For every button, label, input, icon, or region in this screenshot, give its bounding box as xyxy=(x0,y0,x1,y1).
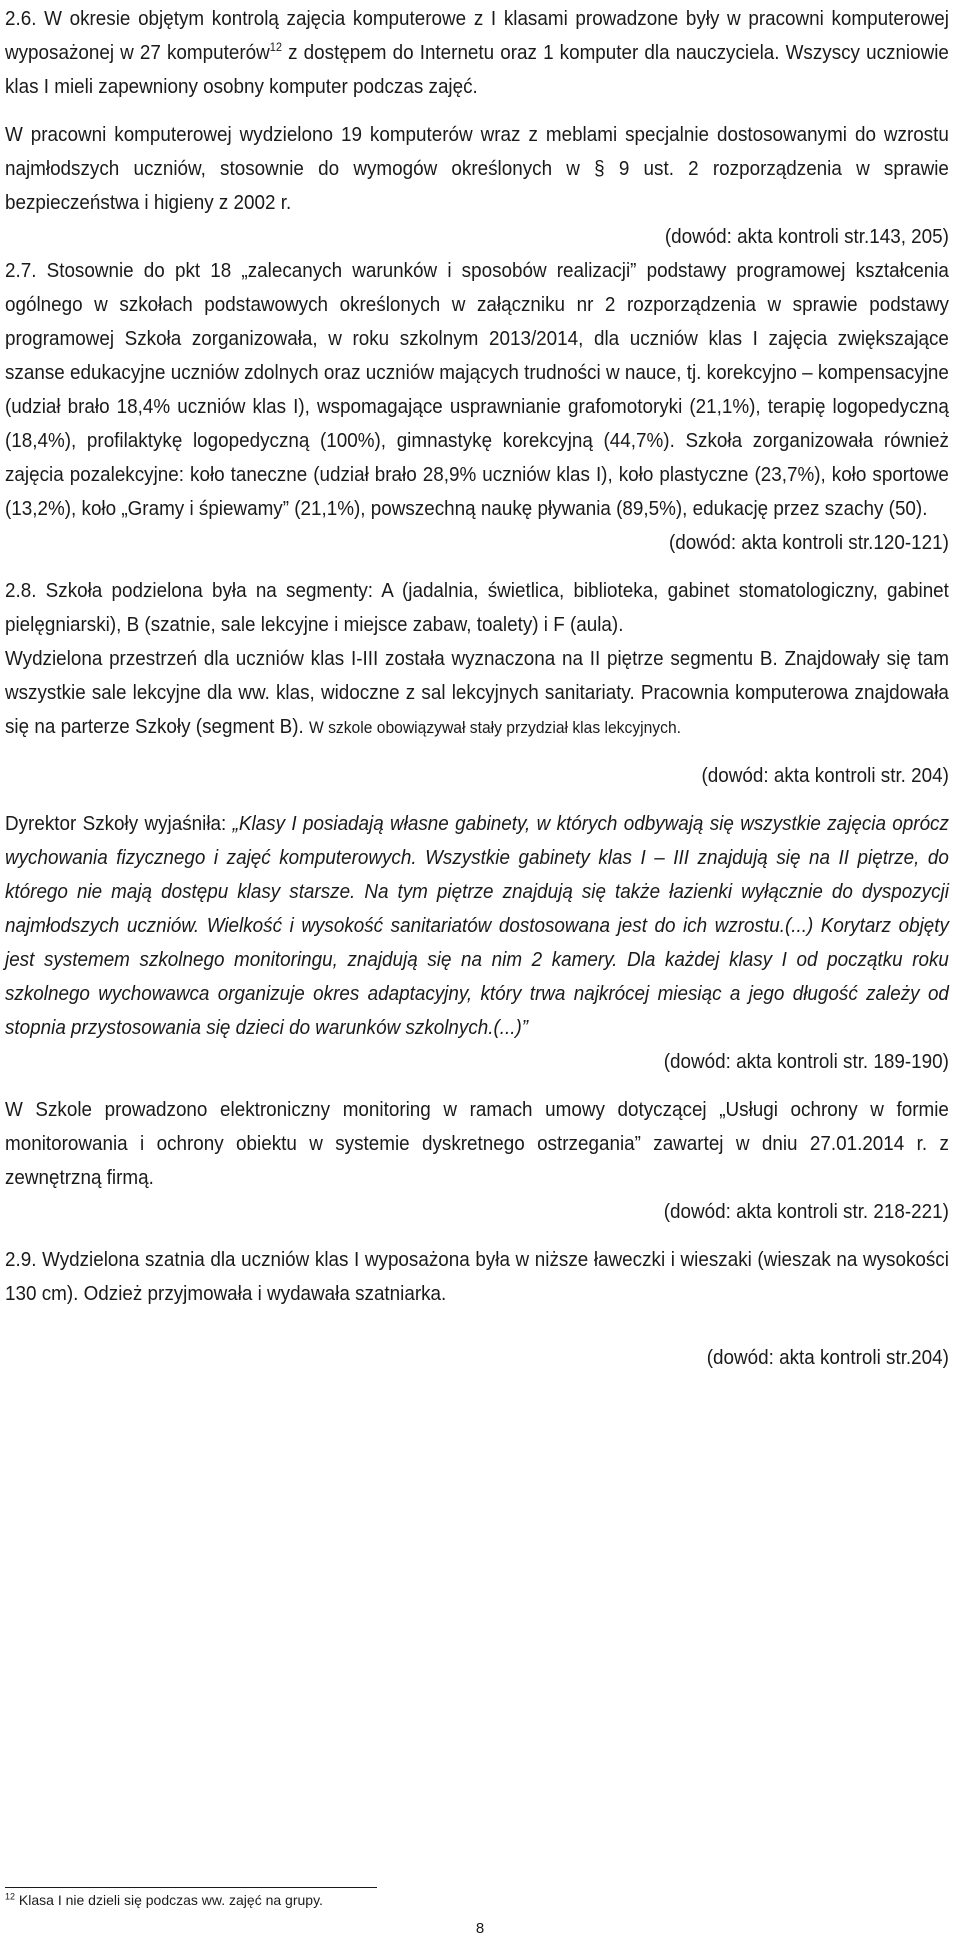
page-number: 8 xyxy=(475,1920,485,1937)
sec-2-9-paragraph: 2.9. Wydzielona szatnia dla uczniów klas I wyposażona była w niższe ławeczki i wieszaki (wieszak na wysokości 130 cm). Odzież przyjmowała i wydawała szatniarka. xyxy=(5,1248,949,1305)
director-explanation: Dyrektor Szkoły wyjaśniła: „Klasy I posiadają własne gabinety, w których odbywają się wszystkie zajęcia oprócz wychowania fizycznego i zajęć komputerowych. Wszystkie gabinety klas I – III znajdują się na II piętrze, do którego nie mają dostępu klasy starsze. Na tym piętrze znajdują się także łazienki wyłącznie do dyspozycji najmłodszych uczniów. Wielkość i wysokość sanitariatów dostosowana jest do ich wzrostu.(...) Korytarz objęty jest systemem szkolnego monitoringu, znajdują się na nim 2 kamery. Dla każdej klasy I od początku roku szkolnego wychowawca organizuje okres adaptacyjny, który trwa najkrócej miesiąc a jego długość zależy od stopnia przystosowania się dzieci do warunków szkolnych.(...)” xyxy=(5,812,949,1039)
sec-2-8-paragraph-2: Wydzielona przestrzeń dla uczniów klas I-III została wyznaczona na II piętrze segmentu B. Znajdowały się tam wszystkie sale lekcyjne dla ww. klas, widoczne z sal lekcyjnych sanitariaty. Pracownia komputerowa znajdowała się na parterze Szkoły (segment B). W szkole obowiązywał stały przydział klas lekcyjnych. xyxy=(5,647,949,738)
evidence-citation: (dowód: akta kontroli str.204) xyxy=(706,1346,949,1369)
evidence-citation: (dowód: akta kontroli str. 204) xyxy=(701,764,949,787)
evidence-citation: (dowód: akta kontroli str.120-121) xyxy=(669,531,949,554)
evidence-citation: (dowód: akta kontroli str.143, 205) xyxy=(664,225,949,248)
footnote: $^{12}$ Klasa I nie dzieli się podczas ww. zajęć na grupy. xyxy=(5,1891,323,1908)
sec-2-6-paragraph-2: W pracowni komputerowej wydzielono 19 komputerów wraz z meblami specjalnie dostosowanymi do wzrostu najmłodszych uczniów, stosownie do wymogów określonych w § 9 ust. 2 rozporządzenia w sprawie bezpieczeństwa i higieny z 2002 r. xyxy=(5,123,949,214)
evidence-citation: (dowód: akta kontroli str. 218-221) xyxy=(663,1200,949,1223)
sec-2-6-paragraph-1: 2.6. W okresie objętym kontrolą zajęcia komputerowe z I klasami prowadzone były w pracowni komputerowej wyposażonej w 27 komputerów$^{12}$ z dostępem do Internetu oraz 1 komputer dla nauczyciela. Wszyscy uczniowie klas I mieli zapewniony osobny komputer podczas zajęć. xyxy=(5,7,949,98)
sec-2-7-paragraph: 2.7. Stosownie do pkt 18 „zalecanych warunków i sposobów realizacji” podstawy programowej kształcenia ogólnego w szkołach podstawowych określonych w załączniku nr 2 rozporządzenia w sprawie podstawy programowej Szkoła zorganizowała, w roku szkolnym 2013/2014, dla uczniów klas I zajęcia zwiększające szanse edukacyjne uczniów zdolnych oraz uczniów mających trudności w nauce, tj. korekcyjno – kompensacyjne (udział brało 18,4% uczniów klas I), wspomagające usprawnianie grafomotoryki (21,1%), terapię logopedyczną (18,4%), profilaktykę logopedyczną (100%), gimnastykę korekcyjną (44,7%). Szkoła zorganizowała również zajęcia pozalekcyjne: koło taneczne (udział brało 28,9% uczniów klas I), koło plastyczne (23,7%), koło sportowe (13,2%), koło „Gramy i śpiewamy” (21,1%), powszechną naukę pływania (89,5%), edukację przez szachy (50). xyxy=(5,259,949,520)
footnote-divider xyxy=(5,1887,377,1888)
monitoring-paragraph: W Szkole prowadzono elektroniczny monitoring w ramach umowy dotyczącej „Usługi ochrony w formie monitorowania i ochrony obiektu w systemie dyskretnego ostrzegania” zawartej w dniu 27.01.2014 r. z zewnętrzną firmą. xyxy=(5,1098,949,1189)
evidence-citation: (dowód: akta kontroli str. 189-190) xyxy=(663,1050,949,1073)
sec-2-8-paragraph-1: 2.8. Szkoła podzielona była na segmenty: A (jadalnia, świetlica, biblioteka, gabinet stomatologiczny, gabinet pielęgniarski), B (szatnie, sale lekcyjne i miejsce zabaw, toalety) i F (aula). xyxy=(5,579,949,636)
director-quote: „Klasy I posiadają własne gabinety, w których odbywają się wszystkie zajęcia oprócz wychowania fizycznego i zajęć komputerowych. Wszystkie gabinety klas I – III znajdują się na II piętrze, do którego nie mają dostępu klasy starsze. Na tym piętrze znajdują się także łazienki wyłącznie do dyspozycji najmłodszych uczniów. Wielkość i wysokość sanitariatów dostosowana jest do ich wzrostu.(...) Korytarz objęty jest systemem szkolnego monitoringu, znajdują się na nim 2 kamery. Dla każdej klasy I od początku roku szkolnego wychowawca organizuje okres adaptacyjny, który trwa najkrócej miesiąc a jego długość zależy od stopnia przystosowania się dzieci do warunków szkolnych.(...)” xyxy=(5,812,949,1039)
main-text xyxy=(5,2,949,1375)
footnote-ref[interactable]: 12 xyxy=(269,40,283,55)
